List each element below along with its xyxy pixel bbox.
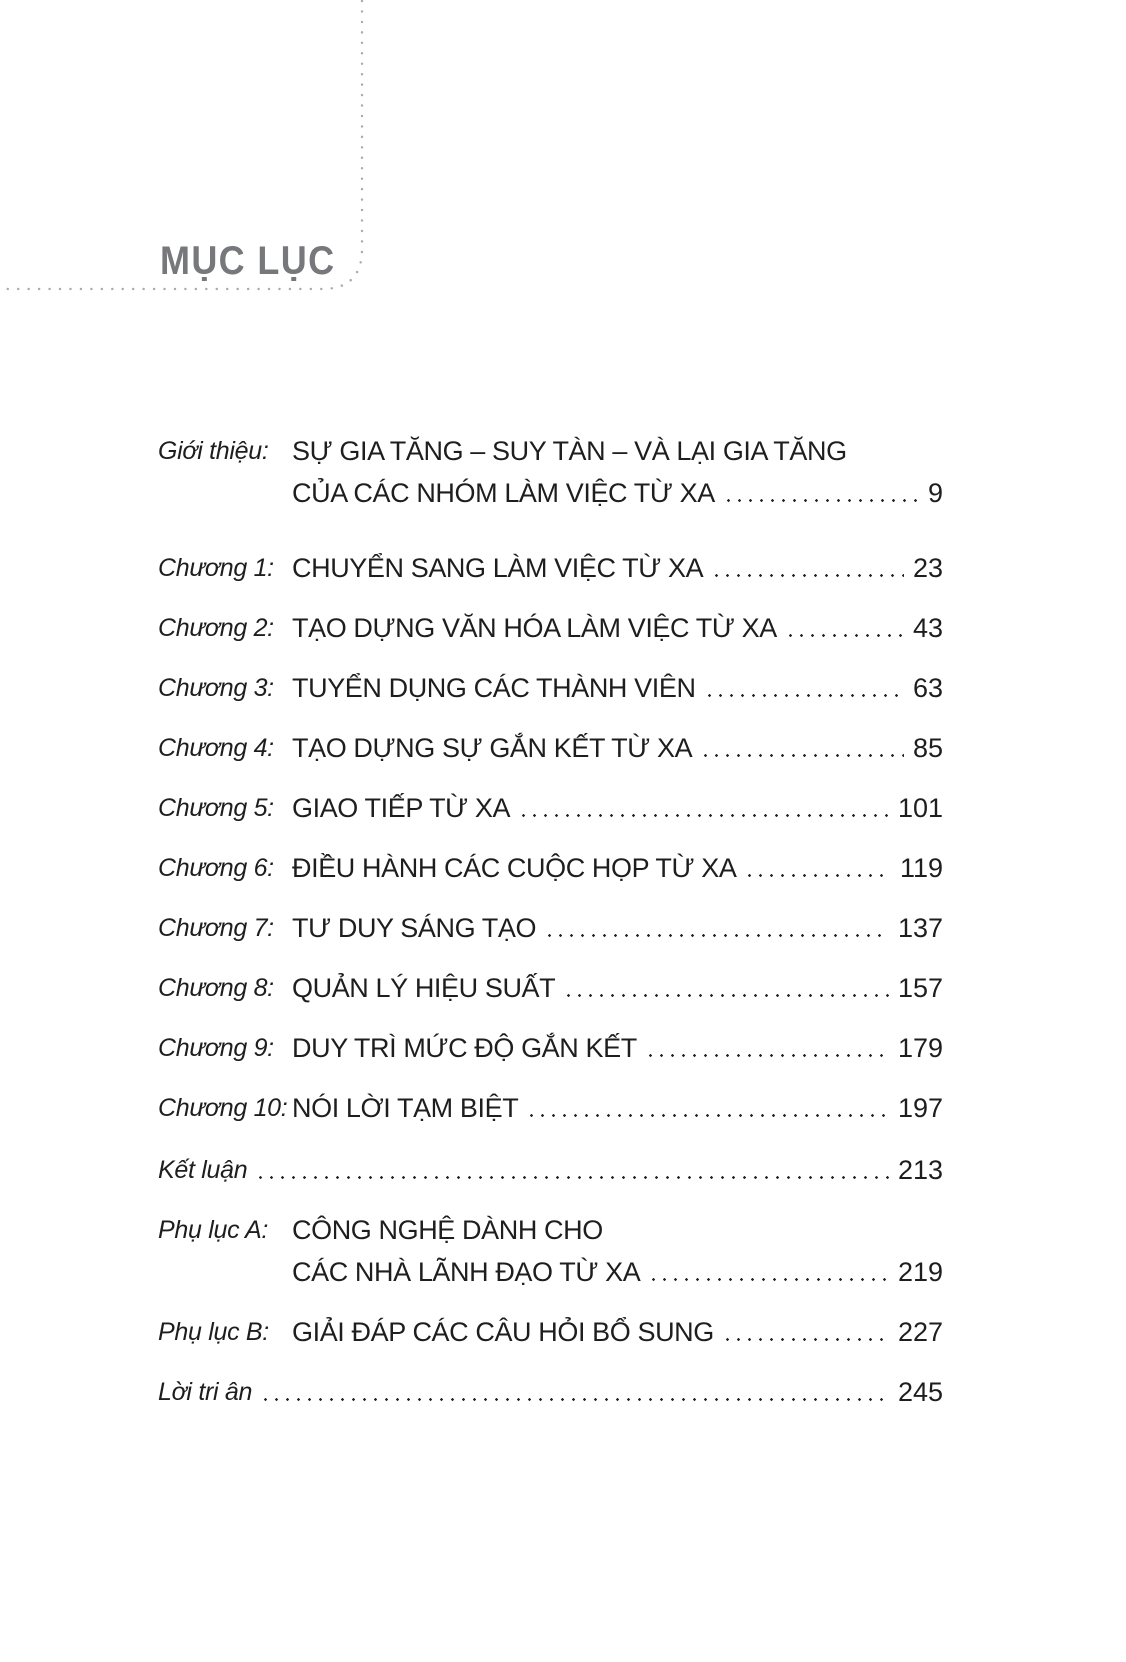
toc-entry-label: Giới thiệu: (158, 437, 269, 465)
toc-entry-label: Kết luận (158, 1156, 248, 1184)
toc-entry-line (292, 671, 943, 705)
toc-entry-page-number: 197 (897, 1093, 943, 1123)
toc-entry-title: SỰ GIA TĂNG – SUY TÀN – VÀ LẠI GIA TĂNG (292, 436, 847, 466)
toc-entry (158, 1153, 943, 1187)
toc-entry-content (292, 551, 943, 585)
toc-entry-page-number: 43 (912, 613, 943, 643)
toc-entry-page-number: 213 (897, 1155, 943, 1185)
toc-entry-page-number: 137 (897, 913, 943, 943)
toc-entry-content (292, 1213, 943, 1289)
toc-entry-content (292, 434, 943, 510)
dot-leader (744, 873, 891, 878)
toc-entry (158, 1091, 943, 1125)
dot-leader (518, 813, 889, 818)
toc-entry-title: ĐIỀU HÀNH CÁC CUỘC HỌP TỪ XA (292, 853, 737, 883)
toc-entry-line (292, 851, 943, 885)
toc-entry-content (292, 1315, 943, 1349)
toc-entry-label: Chương 4: (158, 734, 274, 762)
toc-entry-title: QUẢN LÝ HIỆU SUẤT (292, 973, 556, 1003)
toc-entry-line (158, 1153, 943, 1187)
toc-entry-label: Chương 9: (158, 1034, 274, 1062)
dot-leader (563, 993, 889, 998)
toc-entry-line (292, 1255, 943, 1289)
toc-entry-content (292, 1091, 943, 1125)
toc-entry (158, 1315, 943, 1349)
dot-leader (704, 693, 904, 698)
toc-entry-line (292, 791, 943, 825)
toc-entry-line (292, 731, 943, 765)
page-title: MỤC LỤC (160, 239, 336, 283)
toc-entry-line (292, 971, 943, 1005)
toc-entry (158, 434, 943, 510)
dot-leader (723, 498, 919, 503)
toc-entry-title: DUY TRÌ MỨC ĐỘ GẮN KẾT (292, 1033, 637, 1063)
toc-entry-line (292, 911, 943, 945)
toc-entry-content (292, 731, 943, 765)
dot-leader (700, 753, 904, 758)
toc-entry (158, 851, 943, 885)
toc-entry-content (292, 611, 943, 645)
toc-entry-title: GIẢI ĐÁP CÁC CÂU HỎI BỔ SUNG (292, 1317, 714, 1347)
toc-entry (158, 1375, 943, 1409)
toc-entry-line (292, 1315, 943, 1349)
dot-leader (722, 1337, 889, 1342)
dot-leader (711, 573, 904, 578)
toc-entry-title: TUYỂN DỤNG CÁC THÀNH VIÊN (292, 673, 696, 703)
toc-entry (158, 731, 943, 765)
toc-entry-label: Chương 5: (158, 794, 274, 822)
toc-entry (158, 551, 943, 585)
toc-entry-line (292, 611, 943, 645)
toc-entry-content (292, 671, 943, 705)
toc-entry-page-number: 63 (912, 673, 943, 703)
toc-entry-page-number: 157 (897, 973, 943, 1003)
toc-entry-page-number: 85 (912, 733, 943, 763)
toc-entry-label: Chương 6: (158, 854, 274, 882)
toc-entry-label: Chương 1: (158, 554, 274, 582)
toc-entry-page-number: 101 (897, 793, 943, 823)
toc-entry-label: Chương 2: (158, 614, 274, 642)
toc-entry-label: Lời tri ân (158, 1378, 253, 1406)
toc-entry-title: NÓI LỜI TẠM BIỆT (292, 1093, 519, 1123)
toc-entry (158, 1213, 943, 1289)
dot-leader (645, 1053, 889, 1058)
toc-entry-page-number: 227 (897, 1317, 943, 1347)
toc-entry-line (158, 1375, 943, 1409)
toc-entry-label: Phụ lục B: (158, 1318, 269, 1346)
toc-entry-label: Chương 3: (158, 674, 274, 702)
toc-entry (158, 1031, 943, 1065)
dot-leader (648, 1277, 889, 1282)
toc-entry-line (292, 1213, 943, 1247)
toc-entry-title: TẠO DỰNG SỰ GẮN KẾT TỪ XA (292, 733, 693, 763)
toc-entry (158, 611, 943, 645)
dot-leader (785, 633, 904, 638)
toc-entry-content (292, 791, 943, 825)
toc-entry-page-number: 219 (897, 1257, 943, 1287)
toc-entry-label: Chương 10: (158, 1094, 288, 1122)
dot-leader (526, 1113, 889, 1118)
toc-entry-page-number: 23 (912, 553, 943, 583)
dot-leader (260, 1397, 889, 1402)
toc-entry-label: Phụ lục A: (158, 1216, 269, 1244)
toc-entry-page-number: 245 (897, 1377, 943, 1407)
toc-entry (158, 971, 943, 1005)
toc-entry-page-number: 179 (897, 1033, 943, 1063)
toc-entry (158, 671, 943, 705)
toc-entry-title: CÁC NHÀ LÃNH ĐẠO TỪ XA (292, 1257, 641, 1287)
toc-entry-label: Chương 7: (158, 914, 274, 942)
toc-entry-title: GIAO TIẾP TỪ XA (292, 793, 511, 823)
toc-entry-line (292, 434, 943, 468)
toc-entry-content (292, 971, 943, 1005)
dot-leader (544, 933, 889, 938)
toc-entry-content (292, 911, 943, 945)
toc-entry-content (292, 851, 943, 885)
toc-entry-line (292, 1031, 943, 1065)
toc-entry (158, 911, 943, 945)
toc-entry-title: CỦA CÁC NHÓM LÀM VIỆC TỪ XA (292, 478, 715, 508)
toc-entry-content (292, 1031, 943, 1065)
toc-entries (158, 434, 943, 1435)
toc-entry-page-number: 9 (927, 478, 943, 508)
toc-entry-line (292, 1091, 943, 1125)
toc-entry-title: TƯ DUY SÁNG TẠO (292, 913, 537, 943)
toc-entry-line (292, 551, 943, 585)
toc-entry (158, 791, 943, 825)
toc-entry-title: CHUYỂN SANG LÀM VIỆC TỪ XA (292, 553, 704, 583)
toc-entry-title: TẠO DỰNG VĂN HÓA LÀM VIỆC TỪ XA (292, 613, 777, 643)
dot-leader (255, 1175, 889, 1180)
toc-entry-page-number: 119 (899, 853, 943, 883)
toc-entry-title: CÔNG NGHỆ DÀNH CHO (292, 1215, 603, 1245)
toc-entry-label: Chương 8: (158, 974, 274, 1002)
toc-entry-line (292, 476, 943, 510)
